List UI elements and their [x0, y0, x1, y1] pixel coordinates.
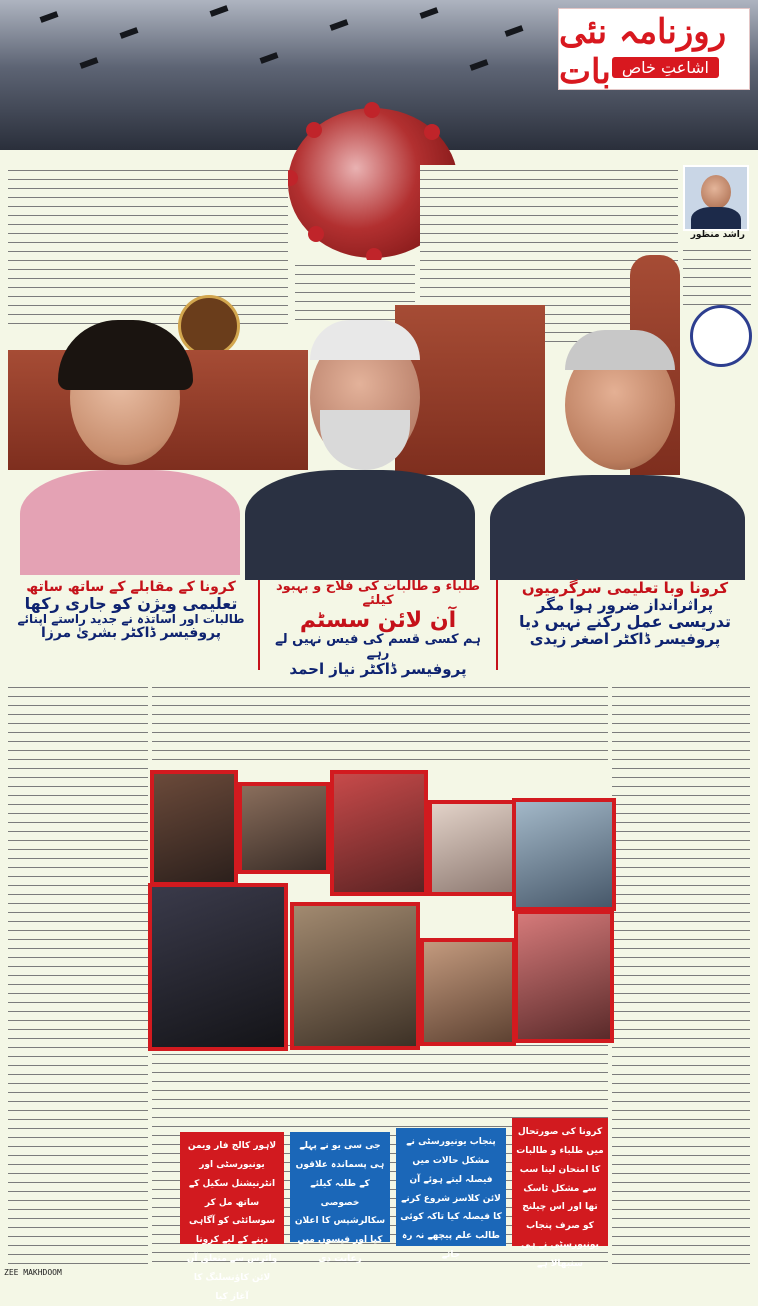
highlight-box-4 — [180, 1132, 284, 1302]
headline-center-line2: آن لائن سسٹم — [299, 607, 457, 633]
headline-left-line3: طالبات اور اساتذہ نے جدید راستے اپنائے — [17, 611, 245, 626]
headline-right-line1: کرونا وبا تعلیمی سرگرمیوں — [521, 579, 729, 597]
author-byline: راشد منظور — [690, 230, 745, 240]
headline-left-line2: تعلیمی ویژن کو جاری رکھا — [24, 594, 238, 614]
special-edition-label: اشاعتِ خاص — [612, 57, 719, 78]
portrait-bushra-mirza — [20, 320, 240, 575]
designer-credit: ZEE MAKHDOOM — [4, 1268, 62, 1277]
portrait-niaz-ahmed — [235, 320, 485, 580]
highlight-box-4-text: لاہور کالج فار ویمن یونیورسٹی اور انٹرنیشنل سکیل کے ساتھ مل کر سوسائٹی کو آگاہی دینے کے لیے کرونا وائرس سے متعلق آن لائن کاؤنسلنگ کا آغاز کیا — [186, 1141, 278, 1302]
headline-center-line3: ہم کسی قسم کی فیس نہیں لے رہے — [275, 631, 481, 662]
masthead — [558, 8, 750, 90]
divider-left — [258, 580, 260, 670]
headline-right-name: پروفیسر ڈاکٹر اصغر زیدی — [529, 629, 721, 648]
highlight-box-3 — [290, 1132, 390, 1265]
headline-right-line2: پراثرانداز ضرور ہوا مگر — [536, 595, 714, 614]
highlight-box-2 — [396, 1128, 506, 1261]
highlight-box-1 — [512, 1118, 608, 1269]
headline-niaz-ahmed — [262, 580, 494, 678]
portrait-asghar-zaidi — [490, 330, 745, 580]
headline-asghar-zaidi — [500, 580, 750, 647]
headline-left-line1: کرونا کے مقابلے کے ساتھ ساتھ — [26, 579, 236, 595]
article-body-center-top — [152, 682, 608, 762]
headline-bushra-mirza — [8, 580, 254, 642]
headline-left-name: پروفیسر ڈاکٹر بشریٰ مرزا — [40, 625, 221, 642]
highlight-box-1-text: کرونا کی صورتحال میں طلباء و طالبات کا امتحان لینا سب سے مشکل ٹاسک تھا اور اس چیلنج کو صرف پنجاب یونیورسٹی نے ہی سنبھالا ہے — [516, 1127, 604, 1269]
author-photo — [683, 165, 749, 231]
collage-photo-phone-students — [514, 910, 614, 1043]
article-body-right — [612, 682, 750, 1267]
collage-photo-exam-hall — [420, 938, 516, 1046]
collage-photo-classroom — [238, 782, 330, 874]
collage-photo-students-group — [150, 770, 238, 886]
collage-photo-graduates — [148, 883, 288, 1051]
collage-photo-protest — [330, 770, 428, 896]
collage-photo-lab — [512, 798, 616, 911]
headline-center-line1: طلباء و طالبات کی فلاح و بہبود کیلئے — [275, 579, 481, 609]
divider-right — [496, 580, 498, 670]
headline-right-line3: تدریسی عمل رکنے نہیں دیا — [518, 612, 732, 631]
collage-photo-book-fair — [290, 902, 420, 1050]
highlight-box-2-text: پنجاب یونیورسٹی نے مشکل حالات میں فیصلہ لیتے ہوئے آن لائن کلاسز شروع کرنے کا فیصلہ کیا تاکہ کوئی طالب علم پیچھے نہ رہ جائے — [400, 1137, 502, 1261]
article-body-left — [8, 682, 148, 1267]
highlight-box-3-text: جی سی یو نے پہلے ہی پسماندہ علاقوں کے طلبہ کیلئے خصوصی سکالرشپس کا اعلان کیا اور فیسوں میں رعایت دی — [294, 1141, 386, 1265]
collage-photo-female-student — [428, 800, 516, 896]
article-column-byline — [683, 245, 751, 305]
headline-center-name: پروفیسر ڈاکٹر نیاز احمد — [289, 660, 467, 679]
newspaper-name: روزنامہ نئی بات — [559, 12, 727, 92]
article-columns-top-left — [8, 165, 288, 325]
